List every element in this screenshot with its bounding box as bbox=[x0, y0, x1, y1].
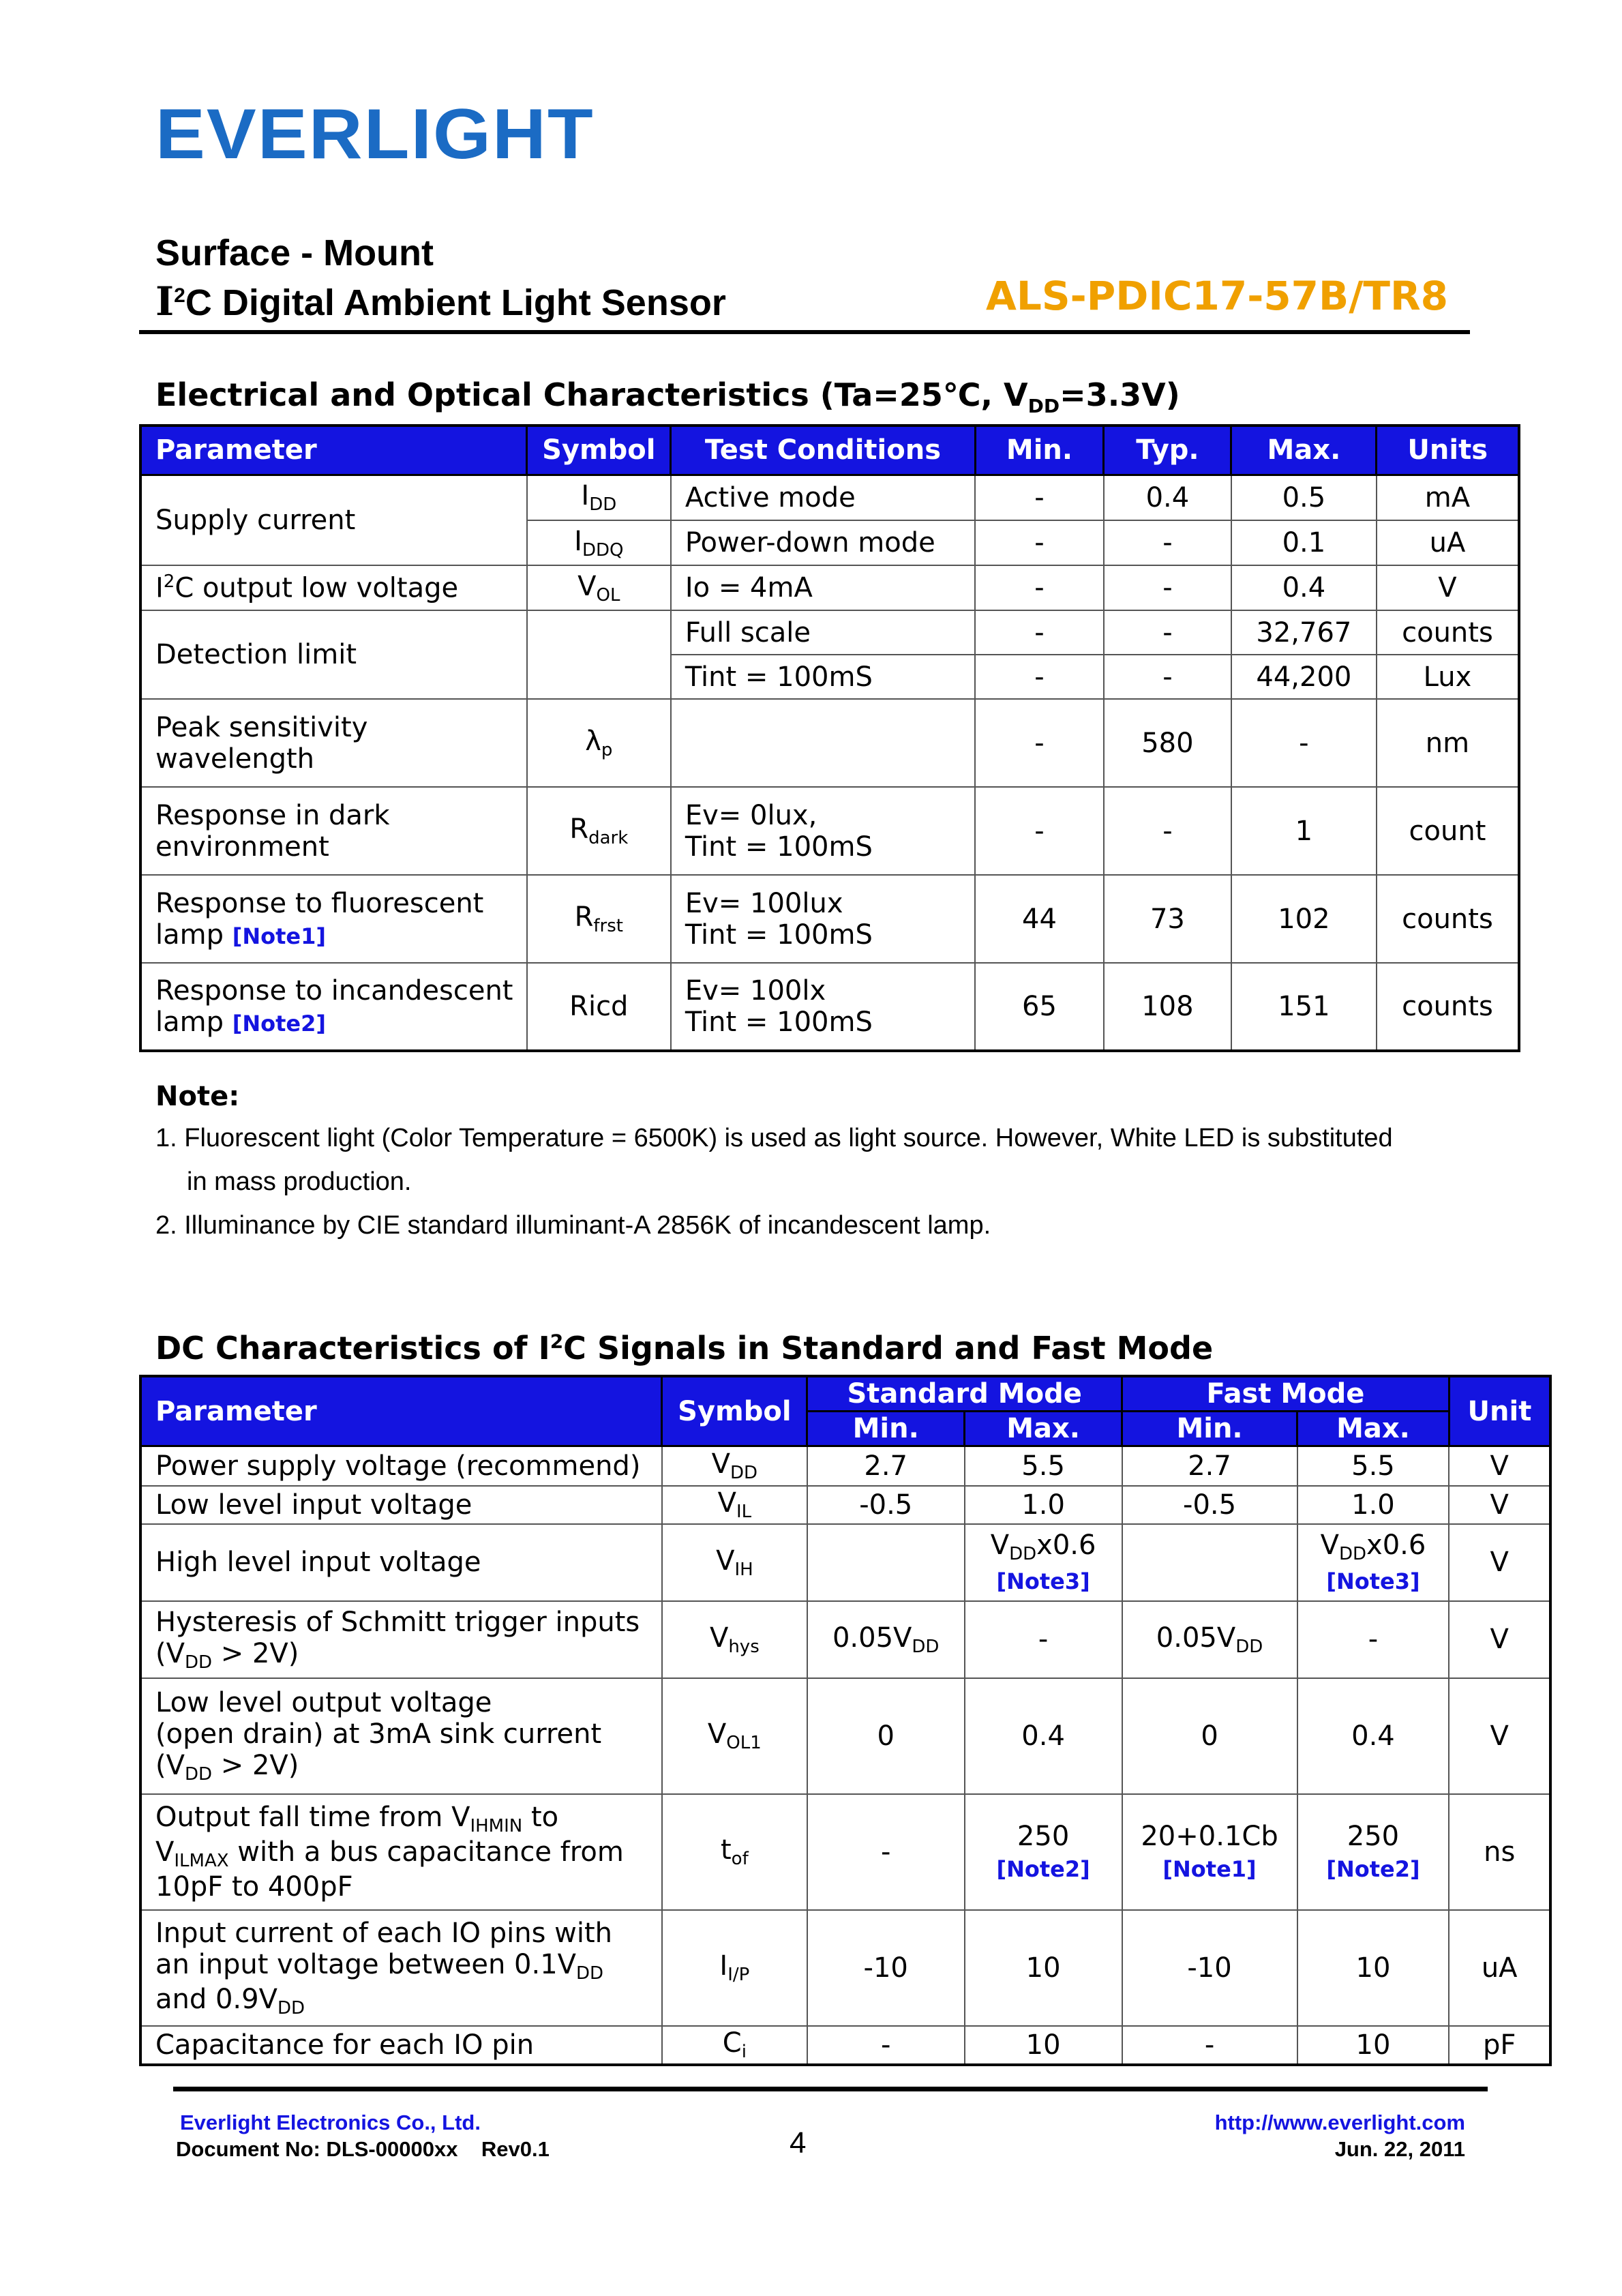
r3-fast-min bbox=[1122, 1524, 1297, 1601]
r6-unit: ns bbox=[1449, 1794, 1550, 1910]
table-row bbox=[140, 787, 1519, 875]
det1-typ: - bbox=[1104, 610, 1231, 655]
electrical-optical-table bbox=[139, 424, 1520, 1052]
note1-ref: [Note1] bbox=[1162, 1855, 1257, 1882]
table-row bbox=[140, 1446, 1550, 1486]
r6-param: Output fall time from $V_{IHMIN}$ to $V_{ILMAX}$ with a bus capacitance from 10pF to 400pF bbox=[140, 1794, 662, 1910]
table-header-row bbox=[140, 1376, 1550, 1412]
col-symbol: Symbol bbox=[662, 1376, 807, 1446]
r6-std-max: 250 [Note2] bbox=[965, 1794, 1122, 1910]
iddq-max: 0.1 bbox=[1231, 520, 1377, 565]
det1-unit: counts bbox=[1377, 610, 1519, 655]
title-sup: 2 bbox=[174, 284, 185, 307]
incandescent-typ: 108 bbox=[1104, 963, 1231, 1051]
r4-std-max: - bbox=[965, 1601, 1122, 1678]
note-1-cont: in mass production. bbox=[187, 1167, 412, 1196]
r8-std-max: 10 bbox=[965, 2026, 1122, 2065]
iddq-min: - bbox=[975, 520, 1104, 565]
table-row bbox=[140, 1524, 1550, 1601]
dark-unit: count bbox=[1377, 787, 1519, 875]
col-typ: Typ. bbox=[1104, 426, 1231, 475]
peak-min: - bbox=[975, 699, 1104, 787]
note3-ref: [Note3] bbox=[1326, 1568, 1420, 1594]
r7-std-max: 10 bbox=[965, 1910, 1122, 2026]
r2-std-min: -0.5 bbox=[807, 1486, 965, 1524]
vol-symbol: $V_{OL}$ bbox=[527, 565, 671, 610]
dark-typ: - bbox=[1104, 787, 1231, 875]
col-fast-max: Max. bbox=[1297, 1412, 1450, 1446]
det1-max: 32,767 bbox=[1231, 610, 1377, 655]
r2-param: Low level input voltage bbox=[140, 1486, 662, 1524]
r1-fast-max: 5.5 bbox=[1297, 1446, 1450, 1486]
footer-company: Everlight Electronics Co., Ltd. bbox=[180, 2111, 481, 2134]
dc-characteristics-table bbox=[139, 1375, 1552, 2066]
idd-typ: 0.4 bbox=[1104, 475, 1231, 520]
col-symbol: Symbol bbox=[527, 426, 671, 475]
r4-fast-min: $0.05V_{DD}$ bbox=[1122, 1601, 1297, 1678]
det2-typ: - bbox=[1104, 655, 1231, 699]
everlight-logo: EVERLIGHT bbox=[155, 95, 595, 174]
idd-unit: mA bbox=[1377, 475, 1519, 520]
r2-std-max: 1.0 bbox=[965, 1486, 1122, 1524]
col-test-conditions: Test Conditions bbox=[671, 426, 975, 475]
table-row bbox=[140, 610, 1519, 655]
vol-param: $I^2C$ output low voltage bbox=[140, 565, 527, 610]
incandescent-min: 65 bbox=[975, 963, 1104, 1051]
table-row bbox=[140, 875, 1519, 963]
note2-ref: [Note2] bbox=[1326, 1855, 1420, 1882]
note3-ref: [Note3] bbox=[996, 1568, 1090, 1594]
r4-std-min: $0.05V_{DD}$ bbox=[807, 1601, 965, 1678]
r4-fast-max: - bbox=[1297, 1601, 1450, 1678]
col-units: Units bbox=[1377, 426, 1519, 475]
detection-limit-param: Detection limit bbox=[140, 610, 527, 699]
note-1: 1. Fluorescent light (Color Temperature = 6500K) is used as light source. However, White LED is substituted bbox=[155, 1124, 1393, 1152]
r1-std-min: 2.7 bbox=[807, 1446, 965, 1486]
r8-param: Capacitance for each IO pin bbox=[140, 2026, 662, 2065]
product-title bbox=[155, 278, 726, 325]
supply-current-param: Supply current bbox=[140, 475, 527, 565]
title-rest: C Digital Ambient Light Sensor bbox=[185, 282, 726, 323]
det2-min: - bbox=[975, 655, 1104, 699]
r2-symbol: $V_{IL}$ bbox=[662, 1486, 807, 1524]
col-fast-mode: Fast Mode bbox=[1122, 1376, 1450, 1412]
section1-title bbox=[155, 376, 1180, 417]
r3-std-max: $V_{DD}x0.6$ [Note3] bbox=[965, 1524, 1122, 1601]
s1-title-b: =3.3V) bbox=[1060, 376, 1180, 413]
note2-ref: [Note2] bbox=[996, 1855, 1090, 1882]
table-row bbox=[140, 963, 1519, 1051]
table-row bbox=[140, 1794, 1550, 1910]
r7-fast-max: 10 bbox=[1297, 1910, 1450, 2026]
incandescent-unit: counts bbox=[1377, 963, 1519, 1051]
table-row bbox=[140, 2026, 1550, 2065]
iddq-condition: Power-down mode bbox=[671, 520, 975, 565]
r1-std-max: 5.5 bbox=[965, 1446, 1122, 1486]
table-row bbox=[140, 699, 1519, 787]
header-divider bbox=[139, 330, 1470, 334]
col-std-max: Max. bbox=[965, 1412, 1122, 1446]
vol-min: - bbox=[975, 565, 1104, 610]
dark-max: 1 bbox=[1231, 787, 1377, 875]
r5-std-max: 0.4 bbox=[965, 1678, 1122, 1794]
r3-symbol: $V_{IH}$ bbox=[662, 1524, 807, 1601]
r2-fast-min: -0.5 bbox=[1122, 1486, 1297, 1524]
r6-symbol: $t_{of}$ bbox=[662, 1794, 807, 1910]
s1-title-a: Electrical and Optical Characteristics (Ta=25℃, V bbox=[155, 376, 1028, 413]
col-parameter: Parameter bbox=[140, 426, 527, 475]
r8-std-min: - bbox=[807, 2026, 965, 2065]
r5-std-min: 0 bbox=[807, 1678, 965, 1794]
peak-typ: 580 bbox=[1104, 699, 1231, 787]
r5-unit: V bbox=[1449, 1678, 1550, 1794]
vol-typ: - bbox=[1104, 565, 1231, 610]
peak-param: Peak sensitivity wavelength bbox=[140, 699, 527, 787]
fluorescent-min: 44 bbox=[975, 875, 1104, 963]
dark-param: Response in dark environment bbox=[140, 787, 527, 875]
r5-param: Low level output voltage (open drain) at 3mA sink current $(V_{DD} > 2V)$ bbox=[140, 1678, 662, 1794]
footer-divider bbox=[173, 2087, 1488, 2091]
idd-min: - bbox=[975, 475, 1104, 520]
r8-symbol: $C_i$ bbox=[662, 2026, 807, 2065]
det2-max: 44,200 bbox=[1231, 655, 1377, 699]
r3-unit: V bbox=[1449, 1524, 1550, 1601]
r2-fast-max: 1.0 bbox=[1297, 1486, 1450, 1524]
fluorescent-symbol: $R_{frst}$ bbox=[527, 875, 671, 963]
r6-std-min: - bbox=[807, 1794, 965, 1910]
r4-param: Hysteresis of Schmitt trigger inputs $(V_{DD} > 2V)$ bbox=[140, 1601, 662, 1678]
r4-unit: V bbox=[1449, 1601, 1550, 1678]
col-std-min: Min. bbox=[807, 1412, 965, 1446]
table-row bbox=[140, 565, 1519, 610]
peak-max: - bbox=[1231, 699, 1377, 787]
peak-condition bbox=[671, 699, 975, 787]
r8-fast-max: 10 bbox=[1297, 2026, 1450, 2065]
fluorescent-condition: Ev= 100lux Tint = 100mS bbox=[671, 875, 975, 963]
detection-symbol bbox=[527, 610, 671, 699]
r3-std-min bbox=[807, 1524, 965, 1601]
r1-param: Power supply voltage (recommend) bbox=[140, 1446, 662, 1486]
r3-fast-max: $V_{DD}x0.6$ [Note3] bbox=[1297, 1524, 1450, 1601]
vol-condition: Io = 4mA bbox=[671, 565, 975, 610]
idd-symbol: $I_{DD}$ bbox=[527, 475, 671, 520]
r1-fast-min: 2.7 bbox=[1122, 1446, 1297, 1486]
table-row bbox=[140, 1486, 1550, 1524]
incandescent-condition: Ev= 100lx Tint = 100mS bbox=[671, 963, 975, 1051]
table-header-row bbox=[140, 426, 1519, 475]
incandescent-max: 151 bbox=[1231, 963, 1377, 1051]
r8-unit: pF bbox=[1449, 2026, 1550, 2065]
det2-condition: Tint = 100mS bbox=[671, 655, 975, 699]
part-number: ALS-PDIC17-57B/TR8 bbox=[986, 273, 1448, 319]
table-row bbox=[140, 1678, 1550, 1794]
page-number: 4 bbox=[790, 2126, 807, 2160]
det1-min: - bbox=[975, 610, 1104, 655]
r2-unit: V bbox=[1449, 1486, 1550, 1524]
product-category: Surface - Mount bbox=[155, 233, 434, 273]
vol-max: 0.4 bbox=[1231, 565, 1377, 610]
footer-url[interactable]: http://www.everlight.com bbox=[1214, 2111, 1465, 2134]
r7-symbol: $I_{I/P}$ bbox=[662, 1910, 807, 2026]
note1-ref: [Note1] bbox=[232, 923, 326, 949]
fluorescent-max: 102 bbox=[1231, 875, 1377, 963]
footer-date: Jun. 22, 2011 bbox=[1334, 2137, 1465, 2161]
dark-min: - bbox=[975, 787, 1104, 875]
note-2: 2. Illuminance by CIE standard illuminant-A 2856K of incandescent lamp. bbox=[155, 1211, 991, 1240]
idd-condition: Active mode bbox=[671, 475, 975, 520]
col-standard-mode: Standard Mode bbox=[807, 1376, 1122, 1412]
iddq-unit: uA bbox=[1377, 520, 1519, 565]
title-i: I bbox=[155, 278, 175, 325]
r7-fast-min: -10 bbox=[1122, 1910, 1297, 2026]
note2-ref: [Note2] bbox=[232, 1011, 326, 1037]
footer-docno: Document No: DLS-00000xx Rev0.1 bbox=[176, 2137, 550, 2161]
det2-unit: Lux bbox=[1377, 655, 1519, 699]
col-fast-min: Min. bbox=[1122, 1412, 1297, 1446]
incandescent-symbol: Ricd bbox=[527, 963, 671, 1051]
col-max: Max. bbox=[1231, 426, 1377, 475]
col-parameter: Parameter bbox=[140, 1376, 662, 1446]
col-min: Min. bbox=[975, 426, 1104, 475]
r5-fast-min: 0 bbox=[1122, 1678, 1297, 1794]
table-row bbox=[140, 475, 1519, 520]
r1-unit: V bbox=[1449, 1446, 1550, 1486]
r8-fast-min: - bbox=[1122, 2026, 1297, 2065]
col-unit: Unit bbox=[1449, 1376, 1550, 1446]
table-row bbox=[140, 1910, 1550, 2026]
r7-std-min: -10 bbox=[807, 1910, 965, 2026]
r7-param: Input current of each IO pins with an input voltage between $0.1V_{DD}$ and $0.9V_{DD}$ bbox=[140, 1910, 662, 2026]
iddq-typ: - bbox=[1104, 520, 1231, 565]
r4-symbol: $V_{hys}$ bbox=[662, 1601, 807, 1678]
fluorescent-unit: counts bbox=[1377, 875, 1519, 963]
incandescent-param: Response to incandescent lamp [Note2] bbox=[140, 963, 527, 1051]
r3-param: High level input voltage bbox=[140, 1524, 662, 1601]
iddq-symbol: $I_{DDQ}$ bbox=[527, 520, 671, 565]
r5-symbol: $V_{OL1}$ bbox=[662, 1678, 807, 1794]
r6-fast-max: 250 [Note2] bbox=[1297, 1794, 1450, 1910]
fluorescent-typ: 73 bbox=[1104, 875, 1231, 963]
notes-heading: Note: bbox=[155, 1081, 240, 1112]
dark-symbol: $R_{dark}$ bbox=[527, 787, 671, 875]
peak-unit: nm bbox=[1377, 699, 1519, 787]
dark-condition: Ev= 0lux, Tint = 100mS bbox=[671, 787, 975, 875]
table-row bbox=[140, 1601, 1550, 1678]
r5-fast-max: 0.4 bbox=[1297, 1678, 1450, 1794]
r7-unit: uA bbox=[1449, 1910, 1550, 2026]
r6-fast-min: 20+0.1Cb [Note1] bbox=[1122, 1794, 1297, 1910]
r1-symbol: $V_{DD}$ bbox=[662, 1446, 807, 1486]
peak-symbol: $\lambda_p$ bbox=[527, 699, 671, 787]
idd-max: 0.5 bbox=[1231, 475, 1377, 520]
fluorescent-param: Response to fluorescent lamp [Note1] bbox=[140, 875, 527, 963]
section2-title: DC Characteristics of $I^2C$ Signals in Standard and Fast Mode bbox=[155, 1330, 1214, 1367]
vol-unit: V bbox=[1377, 565, 1519, 610]
s1-title-sub: DD bbox=[1027, 395, 1060, 418]
det1-condition: Full scale bbox=[671, 610, 975, 655]
